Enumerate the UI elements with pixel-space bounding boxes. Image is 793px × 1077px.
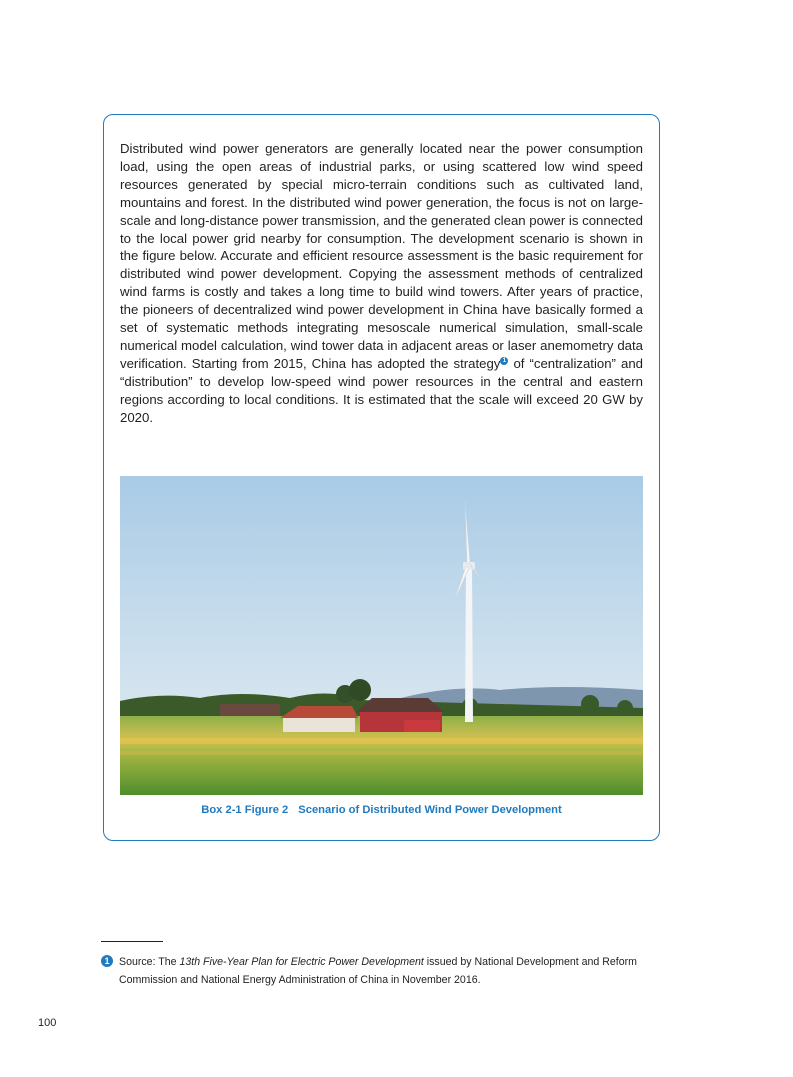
footnote-title: 13th Five-Year Plan for Electric Power Development	[179, 956, 424, 968]
footnote-prefix: Source: The	[119, 956, 180, 968]
footnote-divider	[101, 941, 163, 942]
box-paragraph	[120, 140, 643, 427]
footnote	[101, 953, 666, 989]
paragraph-part-1: Distributed wind power generators are generally located near the power consumption load, using the open areas of industrial parks, or using scattered low wind speed resources generated by special micro-terrain conditions such as cultivated land, mountains and forest. In the distributed wind power generation, the focus is not on large-scale and long-distance power transmission, and the generated clean power is connected to the local power grid nearby for consumption. The development scenario is shown in the figure below. Accurate and efficient resource assessment is the basic requirement for distributed wind power development. Copying the assessment methods of centralized wind farms is costly and takes a long time to build wind towers. After years of practice, the pioneers of decentralized wind power development in China have basically formed a set of systematic methods integrating mesoscale numerical simulation, small-scale numerical model calculation, wind tower data in adjacent areas or laser anemometry data verification. Starting from 2015, China has adopted the strategy	[120, 141, 643, 371]
page-number: 100	[38, 1017, 57, 1029]
footnote-suffix: issued by National Development and Reform Commission and National Energy Administration of China in November 2016.	[119, 956, 637, 986]
footnote-marker: 1	[101, 955, 113, 967]
figure-title: Scenario of Distributed Wind Power Development	[298, 804, 562, 816]
figure-caption	[120, 804, 643, 816]
footnote-ref[interactable]: 1	[500, 357, 508, 365]
paragraph-part-2: of “centralization” and “distribution” to develop low-speed wind power resources in the central and eastern regions according to local conditions. It is estimated that the scale will exceed 20 GW by 2020.	[120, 355, 643, 425]
wind-turbine-photo	[120, 476, 643, 795]
figure-label: Box 2-1 Figure 2	[201, 804, 289, 816]
